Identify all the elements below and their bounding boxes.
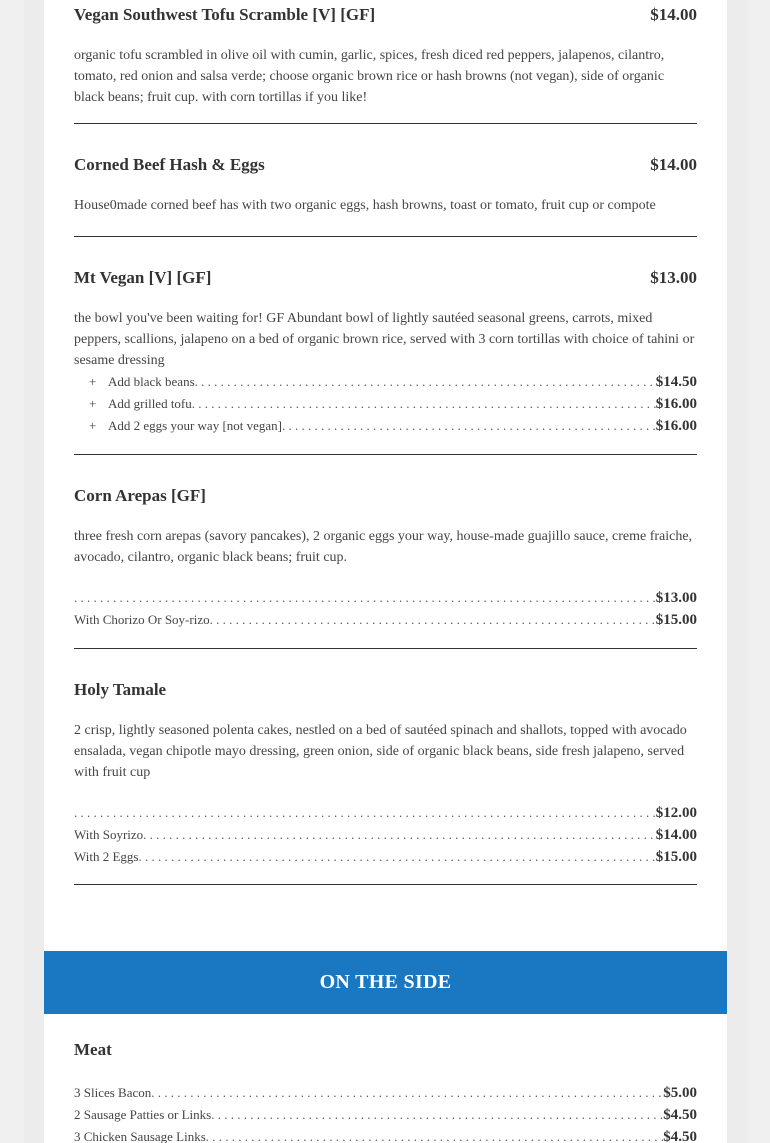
addon-label: + Add grilled tofu <box>74 393 192 414</box>
option-row <box>74 846 697 868</box>
option-row <box>74 609 697 631</box>
item-name: Corn Arepas [GF] <box>74 486 206 505</box>
menu-item <box>74 0 697 124</box>
item-price: $14.00 <box>650 155 697 174</box>
dot-leader <box>151 1082 663 1103</box>
addon-price: $16.00 <box>655 396 697 412</box>
item-description: the bowl you've been waiting for! GF Abundant bowl of lightly sautéed seasonal greens, carrots, mixed peppers, scallions, jalapeno on a bed of organic brown rice, served with 3 corn tortillas with choice of tahini or sesame dressing <box>74 311 695 368</box>
item-name: Holy Tamale <box>74 680 167 699</box>
addon-price: $16.00 <box>655 418 697 434</box>
section-title: Meat <box>74 1040 112 1059</box>
menu-item <box>74 237 697 455</box>
option-row <box>74 587 697 609</box>
menu-card <box>44 0 727 1143</box>
dot-leader <box>210 609 656 630</box>
addon-row <box>74 371 697 393</box>
menu-item <box>74 455 697 649</box>
option-price: $12.00 <box>655 805 697 821</box>
side-item-label: 3 Slices Bacon <box>74 1085 152 1100</box>
option-price: $13.00 <box>655 590 697 606</box>
dot-leader <box>143 824 656 845</box>
item-description: organic tofu scrambled in olive oil with cumin, garlic, spices, fresh diced red peppers, jalapenos, cilantro, tomato, red onion and salsa verde; choose organic brown rice or hash browns (not vegan), side of organic black beans; fruit cup. with corn tortillas if you like! <box>74 48 665 105</box>
item-name: Mt Vegan [V] [GF] <box>74 268 212 287</box>
dot-leader <box>192 393 656 414</box>
dot-leader <box>195 371 656 392</box>
item-name: Vegan Southwest Tofu Scramble [V] [GF] <box>74 5 376 24</box>
side-item-row <box>74 1082 697 1104</box>
option-row <box>74 802 697 824</box>
side-item-label: 3 Chicken Sausage Links <box>74 1129 206 1143</box>
side-item-row <box>74 1126 697 1143</box>
item-name: Corned Beef Hash & Eggs <box>74 155 265 174</box>
section-banner: ON THE SIDE <box>44 951 727 1014</box>
option-label: With Soyrizo <box>74 827 144 842</box>
addon-row <box>74 415 697 437</box>
option-label: With 2 Eggs <box>74 849 139 864</box>
addon-row <box>74 393 697 415</box>
addon-label: + Add 2 eggs your way [not vegan] <box>74 415 282 436</box>
menu-item <box>74 124 697 237</box>
option-price: $15.00 <box>655 849 697 865</box>
dot-leader <box>74 587 656 608</box>
side-item-price: $4.50 <box>663 1107 697 1123</box>
dot-leader <box>74 802 656 823</box>
dot-leader <box>211 1104 663 1125</box>
side-item-price: $5.00 <box>663 1085 697 1101</box>
item-price: $13.00 <box>650 268 697 287</box>
side-section <box>74 1040 697 1143</box>
menu-item <box>74 649 697 885</box>
side-item-label: 2 Sausage Patties or Links <box>74 1107 212 1122</box>
option-label: With Chorizo Or Soy-rizo <box>74 612 210 627</box>
item-description: 2 crisp, lightly seasoned polenta cakes, nestled on a bed of sautéed spinach and shallots, topped with avocado ensalada, vegan chipotle mayo dressing, green onion, side of organic black beans, side fresh jalapeno, served with fruit cup <box>74 723 687 780</box>
option-price: $15.00 <box>655 612 697 628</box>
dot-leader <box>282 415 656 436</box>
option-price: $14.00 <box>655 827 697 843</box>
dot-leader <box>138 846 655 867</box>
dot-leader <box>206 1126 663 1143</box>
item-description: House0made corned beef has with two organic eggs, hash browns, toast or tomato, fruit cup or compote <box>74 198 656 213</box>
option-row <box>74 824 697 846</box>
item-description: three fresh corn arepas (savory pancakes), 2 organic eggs your way, house-made guajillo sauce, creme fraiche, avocado, cilantro, organic black beans; fruit cup. <box>74 529 693 565</box>
side-item-price: $4.50 <box>663 1129 697 1143</box>
side-item-row <box>74 1104 697 1126</box>
item-price: $14.00 <box>650 5 697 24</box>
addon-label: + Add black beans <box>74 371 195 392</box>
addon-price: $14.50 <box>655 374 697 390</box>
